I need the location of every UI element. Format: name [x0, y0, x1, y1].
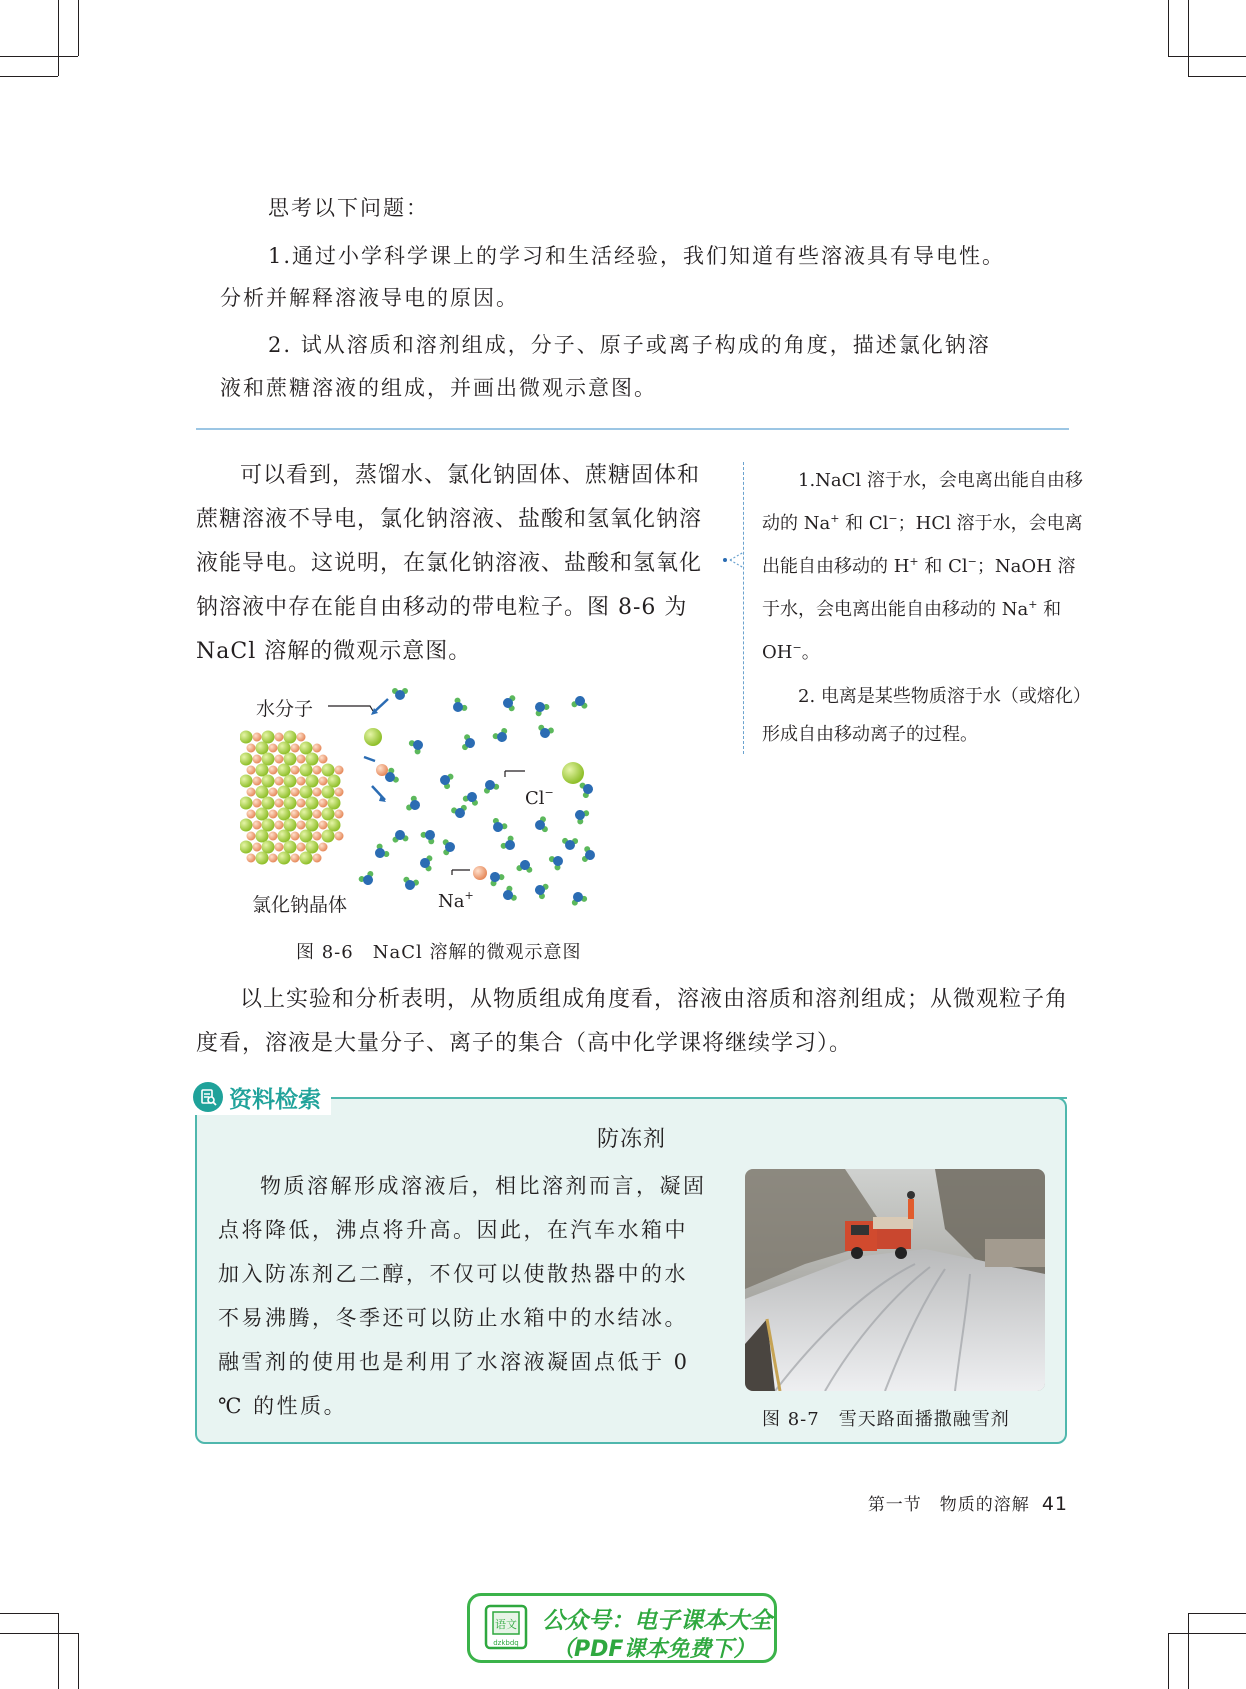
water-molecule: [571, 806, 590, 826]
water-molecule: [569, 889, 588, 906]
crop-mark: [0, 56, 78, 57]
crystal-sodium-ion: [300, 786, 313, 799]
crystal-sodium-ion: [300, 830, 313, 843]
water-molecule: [461, 734, 476, 752]
crop-mark: [78, 1633, 79, 1689]
page-number: 41: [1041, 1493, 1068, 1515]
crop-mark: [78, 0, 79, 56]
crystal-sodium-ion: [328, 775, 341, 788]
crystal-chloride-ion: [319, 777, 328, 786]
resource-box-title: 防冻剂: [597, 1127, 667, 1152]
stamp-line-1: 公众号：电子课本大全: [542, 1608, 772, 1634]
stamp-line-2: （PDF课本免费下）: [552, 1637, 756, 1662]
crystal-chloride-ion: [275, 799, 284, 808]
water-molecule: [489, 817, 509, 836]
crystal-chloride-ion: [297, 755, 306, 764]
question-2-line-2: 液和蔗糖溶液的组成，并画出微观示意图。: [220, 376, 657, 400]
crystal-chloride-ion: [297, 733, 306, 742]
crystal-sodium-ion: [278, 786, 291, 799]
label-water-molecule: 水分子: [256, 698, 314, 720]
crystal-chloride-ion: [297, 777, 306, 786]
crystal-chloride-ion: [313, 810, 322, 819]
footer-section-title: 第一节 物质的溶解: [867, 1495, 1030, 1515]
crystal-sodium-ion: [262, 775, 275, 788]
crystal-chloride-ion: [269, 744, 278, 753]
crystal-chloride-ion: [291, 832, 300, 841]
crystal-chloride-ion: [319, 755, 328, 764]
crystal-sodium-ion: [240, 753, 253, 766]
crystal-sodium-ion: [284, 753, 297, 766]
crystal-sodium-ion: [322, 764, 335, 777]
crystal-chloride-ion: [275, 755, 284, 764]
water-molecule: [450, 804, 469, 820]
crystal-sodium-ion: [256, 786, 269, 799]
crop-mark: [0, 76, 58, 77]
label-chloride-ion: Cl−: [525, 786, 554, 809]
resource-box-label: 资料检索: [229, 1086, 321, 1113]
crystal-chloride-ion: [269, 766, 278, 775]
resource-box-top-line: [355, 1097, 1067, 1099]
crystal-sodium-ion: [300, 742, 313, 755]
crystal-chloride-ion: [275, 733, 284, 742]
nacl-dissolving-diagram: [240, 685, 660, 925]
question-2-line-1: 2. 试从溶质和溶剂组成，分子、原子或离子构成的角度，描述氯化钠溶: [268, 333, 991, 357]
crystal-sodium-ion: [240, 819, 253, 832]
resource-box-header: [193, 1079, 331, 1115]
crystal-chloride-ion: [253, 843, 262, 852]
crop-mark: [1168, 1633, 1169, 1689]
water-molecule: [562, 838, 578, 850]
question-1-line-2: 分析并解释溶液导电的原因。: [220, 286, 519, 310]
crystal-chloride-ion: [247, 788, 256, 797]
water-molecule: [581, 846, 596, 864]
crystal-sodium-ion: [278, 808, 291, 821]
crystal-chloride-ion: [291, 766, 300, 775]
water-molecule: [371, 842, 391, 862]
water-molecule: [548, 852, 567, 872]
stamp-icon-text: 语文: [495, 1618, 517, 1631]
water-molecule: [419, 826, 439, 845]
figure-8-6-caption: 图 8-6 NaCl 溶解的微观示意图: [296, 942, 582, 963]
crystal-chloride-ion: [247, 766, 256, 775]
crystal-chloride-ion: [275, 777, 284, 786]
crystal-sodium-ion: [256, 764, 269, 777]
crystal-sodium-ion: [240, 797, 253, 810]
crystal-sodium-ion: [278, 764, 291, 777]
crystal-chloride-ion: [269, 788, 278, 797]
water-molecule: [534, 816, 549, 834]
crystal-chloride-ion: [313, 766, 322, 775]
resource-box-text: 物质溶解形成溶液后，相比溶剂而言，凝固点将降低，沸点将升高。因此，在汽车水箱中加入防冻剂乙二醇，不仅可以使散热器中的水不易沸腾，冬季还可以防止水箱中的水结冰。融雪剂的使用也是利用了水溶液凝固点低于 0 ℃ 的性质。: [218, 1174, 707, 1418]
crystal-sodium-ion: [262, 841, 275, 854]
crystal-sodium-ion: [300, 764, 313, 777]
crystal-chloride-ion: [253, 777, 262, 786]
crystal-chloride-ion: [313, 832, 322, 841]
crystal-sodium-ion: [322, 786, 335, 799]
water-molecule: [532, 881, 549, 900]
crystal-sodium-ion: [240, 775, 253, 788]
main-paragraph-1: 可以看到，蒸馏水、氯化钠固体、蔗糖固体和蔗糖溶液不导电，氯化钠溶液、盐酸和氢氧化钠溶液能导电。这说明，在氯化钠溶液、盐酸和氢氧化钠溶液中存在能自由移动的带电粒子。图 8-6 为 NaCl 溶解的微观示意图。: [196, 463, 703, 664]
crystal-chloride-ion: [247, 832, 256, 841]
water-molecule: [486, 868, 506, 887]
crystal-sodium-ion: [284, 797, 297, 810]
crystal-sodium-ion: [262, 797, 275, 810]
crystal-chloride-ion: [297, 843, 306, 852]
water-molecule: [405, 795, 423, 815]
water-molecule: [401, 876, 420, 892]
crystal-chloride-ion: [291, 854, 300, 863]
sidebar-notes: [743, 462, 1092, 754]
think-heading: 思考以下问题：: [268, 196, 429, 220]
crystal-chloride-ion: [269, 810, 278, 819]
crystal-chloride-ion: [269, 832, 278, 841]
crystal-chloride-ion: [313, 788, 322, 797]
sidebar-note-2: 2. 电离是某些物质溶于水（或熔化）形成自由移动离子的过程。: [762, 686, 1091, 745]
water-molecule: [516, 859, 534, 873]
crystal-sodium-ion: [262, 731, 275, 744]
crop-mark: [58, 1613, 59, 1689]
crystal-sodium-ion: [240, 731, 253, 744]
crystal-sodium-ion: [256, 742, 269, 755]
water-molecule: [579, 780, 596, 799]
water-molecule: [408, 736, 427, 756]
crystal-chloride-ion: [335, 788, 344, 797]
water-molecule: [492, 727, 512, 746]
crystal-chloride-ion: [247, 744, 256, 753]
crystal-chloride-ion: [247, 810, 256, 819]
crystal-sodium-ion: [262, 753, 275, 766]
water-molecule: [462, 789, 481, 806]
document-search-icon: [193, 1082, 223, 1112]
crystal-sodium-ion: [306, 797, 319, 810]
crystal-chloride-ion: [275, 843, 284, 852]
crystal-chloride-ion: [253, 733, 262, 742]
crystal-sodium-ion: [306, 753, 319, 766]
crop-mark: [1168, 1633, 1246, 1634]
crystal-chloride-ion: [335, 810, 344, 819]
stamp-icon-subtext: dzkbdq: [493, 1639, 519, 1647]
crop-mark: [1188, 0, 1189, 76]
crystal-sodium-ion: [284, 775, 297, 788]
crystal-sodium-ion: [256, 808, 269, 821]
crystal-sodium-ion: [278, 742, 291, 755]
crystal-sodium-ion: [322, 808, 335, 821]
crystal-sodium-ion: [256, 830, 269, 843]
question-1-line-1: 1.通过小学科学课上的学习和生活经验，我们知道有些溶液具有导电性。: [268, 244, 1006, 268]
main-paragraph-2: 以上实验和分析表明，从物质组成角度看，溶液由溶质和溶剂组成；从微观粒子角度看，溶液是大量分子、离子的集合（高中化学课将继续学习）。: [196, 987, 1069, 1056]
crystal-sodium-ion: [240, 841, 253, 854]
crop-mark: [1188, 1613, 1246, 1614]
crop-mark: [0, 1613, 58, 1614]
crystal-chloride-ion: [291, 744, 300, 753]
water-molecule: [449, 696, 469, 716]
crop-mark: [1168, 56, 1246, 57]
watermark-stamp: [467, 1593, 777, 1663]
crystal-chloride-ion: [269, 854, 278, 863]
crystal-chloride-ion: [291, 788, 300, 797]
crystal-chloride-ion: [247, 854, 256, 863]
crystal-sodium-ion: [306, 775, 319, 788]
label-sodium-ion: Na+: [438, 889, 474, 912]
crystal-chloride-ion: [335, 766, 344, 775]
water-molecule: [419, 855, 432, 872]
crystal-sodium-ion: [256, 852, 269, 865]
crystal-sodium-ion: [300, 808, 313, 821]
crystal-chloride-ion: [297, 799, 306, 808]
sodium-chloride-crystal: [240, 731, 344, 865]
crystal-chloride-ion: [275, 821, 284, 830]
crystal-chloride-ion: [319, 843, 328, 852]
water-molecule: [391, 829, 408, 843]
crystal-sodium-ion: [278, 830, 291, 843]
water-molecule: [502, 695, 515, 712]
crystal-sodium-ion: [306, 819, 319, 832]
crystal-sodium-ion: [262, 819, 275, 832]
sidebar-note-1: 1.NaCl 溶于水，会电离出能自由移动的 Na+ 和 Cl−；HCl 溶于水，会电离出能自由移动的 H+ 和 Cl−；NaOH 溶于水，会电离出能自由移动的 Na+ 和 OH−。: [762, 470, 1083, 663]
water-molecule: [536, 724, 555, 740]
water-molecule: [392, 688, 408, 700]
crystal-chloride-ion: [319, 799, 328, 808]
water-molecule: [438, 771, 455, 790]
crystal-chloride-ion: [253, 755, 262, 764]
water-molecule: [499, 834, 519, 854]
crop-mark: [1188, 76, 1246, 77]
crop-mark: [58, 0, 59, 76]
book-icon: [484, 1604, 528, 1654]
crystal-chloride-ion: [253, 799, 262, 808]
water-molecule: [358, 870, 378, 888]
water-molecule: [481, 777, 500, 794]
crop-mark: [0, 1633, 78, 1634]
page-footer: [868, 1490, 1068, 1515]
figure-8-7-caption: 图 8-7 雪天路面播撒融雪剂: [762, 1409, 1010, 1430]
water-molecule: [531, 698, 551, 717]
crystal-sodium-ion: [284, 731, 297, 744]
crystal-sodium-ion: [322, 830, 335, 843]
crystal-sodium-ion: [328, 819, 341, 832]
label-sodium-chloride-crystal: 氯化钠晶体: [252, 894, 348, 916]
crystal-chloride-ion: [253, 821, 262, 830]
crystal-chloride-ion: [313, 744, 322, 753]
crystal-chloride-ion: [291, 810, 300, 819]
crystal-chloride-ion: [319, 821, 328, 830]
crystal-sodium-ion: [306, 841, 319, 854]
crystal-chloride-ion: [335, 832, 344, 841]
crystal-sodium-ion: [328, 797, 341, 810]
water-molecule: [571, 695, 589, 709]
crystal-sodium-ion: [284, 819, 297, 832]
section-divider: [196, 428, 1069, 430]
crystal-sodium-ion: [278, 852, 291, 865]
snowy-road-photo: [745, 1169, 1045, 1391]
crystal-sodium-ion: [300, 852, 313, 865]
crystal-sodium-ion: [284, 841, 297, 854]
crystal-chloride-ion: [297, 821, 306, 830]
crop-mark: [1168, 0, 1169, 56]
water-molecule: [443, 839, 456, 856]
crop-mark: [1188, 1613, 1189, 1689]
crystal-chloride-ion: [313, 854, 322, 863]
water-molecule: [500, 885, 518, 905]
